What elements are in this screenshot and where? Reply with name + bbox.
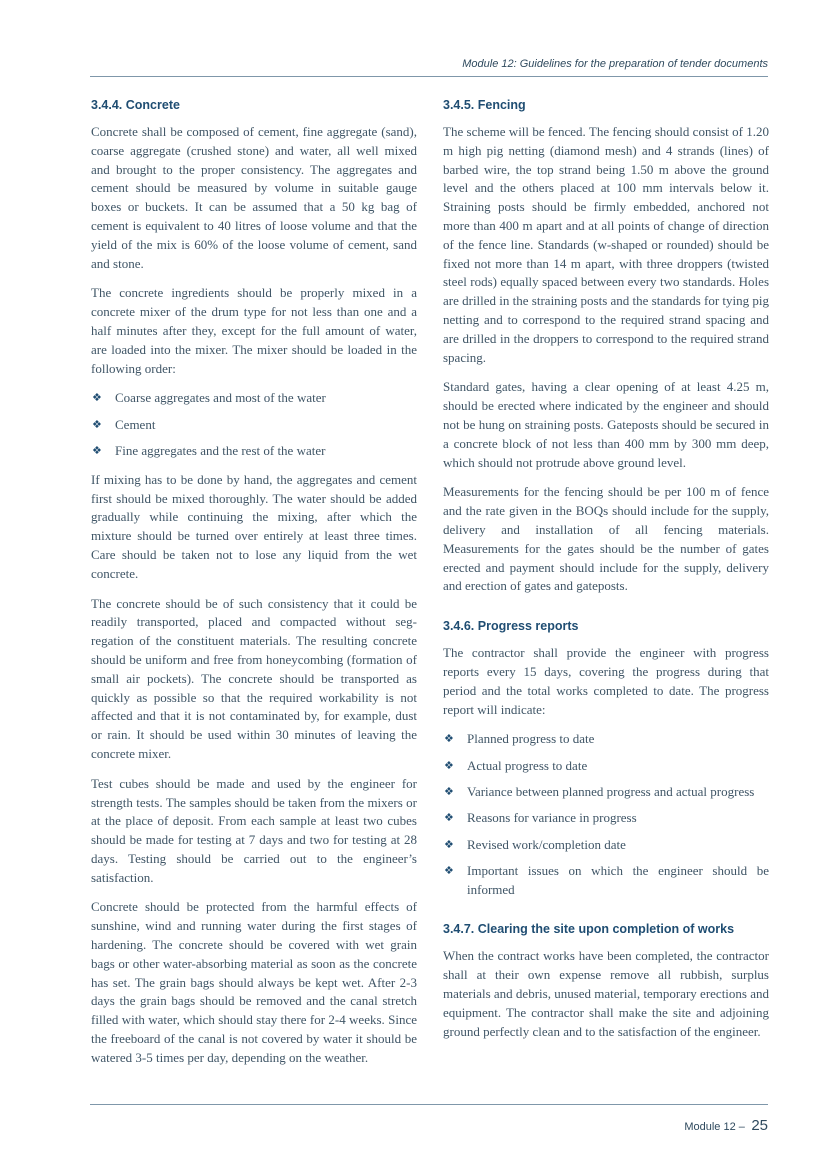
list-item <box>443 862 769 900</box>
list-item-text: Fine aggregates and the rest of the water <box>115 442 326 458</box>
section-heading-progress-reports: 3.4.6. Progress reports <box>443 619 579 634</box>
page-number: 25 <box>751 1117 768 1134</box>
footer-module-label: Module 12 – <box>684 1121 745 1133</box>
paragraph: If mixing has to be done by hand, the aggregates and cement first should be mixed thoroughly. The water should be added gradually while continuing the mixing, after which the mixture should be turned over entirely at least three times. Care should be taken not to lose any liquid from the wet concrete. <box>91 471 417 581</box>
header-rule <box>90 76 768 77</box>
bullet-icon: ❖ <box>444 863 454 877</box>
paragraph: The contractor shall provide the engineer with progress reports every 15 days, covering the progress during that period and the total works completed to date. The progress report will indicate: <box>443 645 769 717</box>
bullet-icon: ❖ <box>92 417 102 431</box>
bullet-icon: ❖ <box>92 391 102 405</box>
list-item <box>91 389 417 408</box>
list-item <box>443 836 769 855</box>
list-item <box>91 416 417 435</box>
paragraph: The concrete should be of such consistency that it could be readily transported, placed and compacted without seg-regation of the constituent materials. The resulting concrete should be uniform and free from honeycombing (formation of small air pockets). The concrete should be transported as quickly as possible so that the required workability is not affected and that it is not contaminated by, for example, dust or rain. It should be used within 30 minutes of leaving the concrete mixer. <box>91 595 417 761</box>
bullet-icon: ❖ <box>444 758 454 772</box>
paragraph: The scheme will be fenced. The fencing should consist of 1.20 m high pig netting (diamond mesh) and 4 strands (lines) of barbed wire, the top strand being 1.50 m above the ground level and the others placed at 100 mm intervals below it. Straining posts should be firmly embedded, anchored not more than 400 m apart and at all points of change of direction of the fence line. Standards (w-shaped or rounded) should be fixed not more than 14 m apart, with three droppers (twisted steel rods) equally spaced between every two standards. Holes are drilled in the straining posts and the standards for tying pig netting and to correspond to the required strand spacing and are drilled in the droppers to correspond to the required strand spacing. <box>443 124 770 365</box>
list-item <box>443 809 769 828</box>
paragraph: Standard gates, having a clear opening of at least 4.25 m, should be erected where indicated by the engineer and should not be hung on straining posts. Gateposts should be secured in a concrete block of not less than 400 mm by 300 mm deep, which should not protrude above ground level. <box>443 379 769 470</box>
list-item-text: Coarse aggregates and most of the water <box>115 390 326 406</box>
bullet-icon: ❖ <box>444 784 454 798</box>
running-header: Module 12: Guidelines for the preparation of tender documents <box>462 58 768 70</box>
bullet-icon: ❖ <box>92 443 102 457</box>
bullet-list-mixing-order <box>91 389 417 460</box>
list-item-text: Actual progress to date <box>467 757 588 773</box>
list-item-text: Planned progress to date <box>467 731 595 747</box>
section-heading-fencing: 3.4.5. Fencing <box>443 98 526 112</box>
list-item-text: Variance between planned progress and actual progress <box>467 783 755 799</box>
footer-rule <box>90 1104 768 1105</box>
paragraph: When the contract works have been completed, the contractor shall at their own expense remove all rubbish, surplus materials and debris, unused material, temporary erections and equipment. The contractor shall make the site and adjoining ground perfectly clean and to the satisfaction of the engineer. <box>443 948 769 1039</box>
bullet-icon: ❖ <box>444 811 454 825</box>
list-item-text: Important issues on which the engineer should be informed <box>467 862 769 897</box>
list-item <box>443 730 769 749</box>
section-heading-concrete: 3.4.4. Concrete <box>91 98 180 112</box>
paragraph: Concrete shall be composed of cement, fine aggregate (sand), coarse aggregate (crushed stone) and water, all well mixed and brought to the proper consistency. The aggregates and cement should be measured by volume in suitable gauge boxes or buckets. It can be assumed that a 50 kg bag of cement is equivalent to 40 litres of loose volume and that the yield of the mix is 60% of the loose volume of cement, sand and stone. <box>91 124 417 271</box>
bullet-list-progress-report <box>443 730 769 899</box>
bullet-icon: ❖ <box>444 837 454 851</box>
paragraph: Concrete should be protected from the harmful effects of sunshine, wind and running water during the first stages of hardening. The concrete should be covered with wet grain bags or other water-absorbing material as soon as the concrete has set. The grain bags should always be kept wet. After 2-3 days the grain bags should be removed and the canal stretch filled with water, which should stay there for 2-4 weeks. Since the freeboard of the canal is not covered by water it should be watered 3-5 times per day, depending on the weather. <box>91 899 417 1065</box>
paragraph: Test cubes should be made and used by the engineer for strength tests. The samples should be taken from the mixers or at the place of deposit. From each sample at least two cubes should be made for testing at 7 days and two for testing at 28 days. Testing should be carried out to the engineer’s satisfaction. <box>91 775 417 885</box>
list-item <box>443 757 769 776</box>
section-heading-clearing-site: 3.4.7. Clearing the site upon completion of works <box>443 922 735 937</box>
paragraph: The concrete ingredients should be properly mixed in a concrete mixer of the drum type for not less than one and a half minutes after they, except for the full amount of water, are loaded into the mixer. The mixer should be loaded in the following order: <box>91 285 417 376</box>
left-column <box>91 97 417 1079</box>
paragraph: Measurements for the fencing should be per 100 m of fence and the rate given in the BOQs should include for the supply, delivery and installation of all fencing materials. Measurements for the gates should be the number of gates erected and payment should include for the supply, delivery and erection of gates and gateposts. <box>443 484 769 594</box>
list-item <box>443 783 769 802</box>
page-footer <box>684 1117 768 1135</box>
list-item-text: Cement <box>115 416 156 432</box>
right-column <box>443 97 769 1052</box>
bullet-icon: ❖ <box>444 732 454 746</box>
list-item-text: Reasons for variance in progress <box>467 810 637 826</box>
list-item-text: Revised work/completion date <box>467 836 626 852</box>
list-item <box>91 442 417 461</box>
